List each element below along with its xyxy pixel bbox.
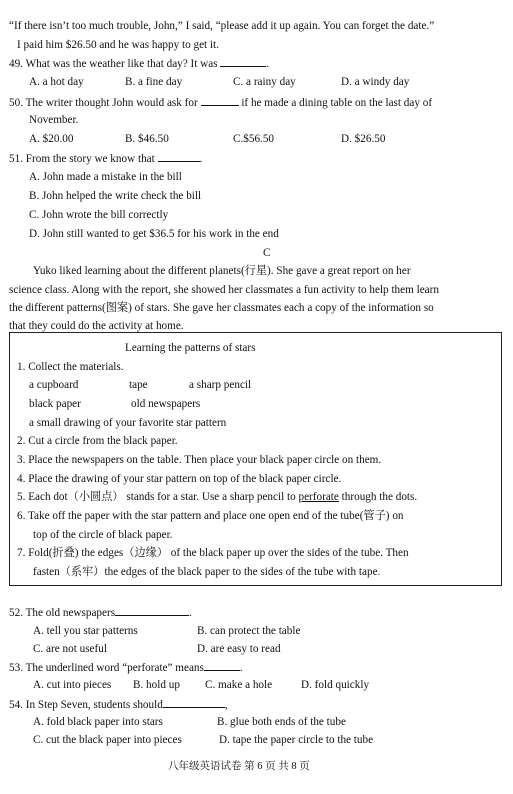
step-6: 6. Take off the paper with the star pattern and place one open end of the tube(管子) on — [17, 510, 404, 522]
answer-blank[interactable] — [201, 95, 239, 106]
question-50-option-c[interactable]: C.$56.50 — [233, 133, 275, 145]
material-pencil: a sharp pencil — [189, 379, 252, 391]
question-51-stem: 51. From the story we know that . — [9, 153, 203, 165]
question-53-option-c[interactable]: C. make a hole — [205, 679, 273, 691]
question-53-option-a[interactable]: A. cut into pieces — [33, 679, 112, 691]
question-50-option-a[interactable]: A. $20.00 — [29, 133, 74, 145]
answer-blank[interactable] — [115, 605, 189, 616]
question-49-stem: 49. What was the weather like that day? It was . — [9, 58, 270, 70]
question-51-option-d[interactable]: D. John still wanted to get $36.5 for his work in the end — [29, 228, 279, 240]
question-54-option-d[interactable]: D. tape the paper circle to the tube — [219, 734, 374, 746]
question-50-stem-cont: November. — [29, 114, 79, 126]
question-51-option-a[interactable]: A. John made a mistake in the bill — [29, 171, 182, 183]
answer-blank[interactable] — [158, 151, 200, 162]
material-cupboard: a cupboard — [29, 379, 79, 391]
passage-c-line: Yuko liked learning about the different planets(行星). She gave a great report on her — [33, 265, 411, 277]
step-6-cont: top of the circle of black paper. — [33, 529, 173, 541]
question-52-option-b[interactable]: B. can protect the table — [197, 625, 301, 637]
step-2: 2. Cut a circle from the black paper. — [17, 435, 178, 447]
question-53-option-d[interactable]: D. fold quickly — [301, 679, 370, 691]
passage-b-line: I paid him $26.50 and he was happy to get it. — [17, 39, 219, 51]
question-54-option-a[interactable]: A. fold black paper into stars — [33, 716, 163, 728]
question-54-option-c[interactable]: C. cut the black paper into pieces — [33, 734, 182, 746]
passage-b-line: “If there isn’t too much trouble, John,” I said, “please add it up again. You can forget the date.” — [9, 20, 435, 32]
passage-c-line: that they could do the activity at home. — [9, 320, 184, 332]
step-5: 5. Each dot（小圆点） stands for a star. Use a sharp pencil to perforate through the dots. — [17, 491, 418, 503]
instructions-title: Learning the patterns of stars — [125, 342, 256, 354]
step-4: 4. Place the drawing of your star pattern on top of the black paper circle. — [17, 473, 342, 485]
question-49-option-d[interactable]: D. a windy day — [341, 76, 410, 88]
page-footer: 八年级英语试卷 第 6 页 共 8 页 — [168, 761, 310, 772]
question-50-option-b[interactable]: B. $46.50 — [125, 133, 169, 145]
passage-c-line: science class. Along with the report, she showed her classmates a fun activity to help them learn — [9, 284, 439, 296]
material-newspapers: old newspapers — [131, 398, 201, 410]
passage-c-line: the different patterns(图案) of stars. She gave her classmates each a copy of the information so — [9, 302, 434, 314]
step-1: 1. Collect the materials. — [17, 361, 124, 373]
question-53-option-b[interactable]: B. hold up — [133, 679, 180, 691]
step-7: 7. Fold(折叠) the edges（边缘） of the black paper up over the sides of the tube. Then — [17, 547, 409, 559]
answer-blank[interactable] — [204, 660, 240, 671]
question-51-option-c[interactable]: C. John wrote the bill correctly — [29, 209, 169, 221]
step-7-cont: fasten（系牢）the edges of the black paper to the sides of the tube with tape. — [33, 566, 381, 578]
section-heading: C — [263, 247, 271, 259]
question-53-stem: 53. The underlined word “perforate” means . — [9, 662, 243, 674]
answer-blank[interactable] — [220, 56, 266, 67]
question-51-option-b[interactable]: B. John helped the write check the bill — [29, 190, 202, 202]
question-52-option-a[interactable]: A. tell you star patterns — [33, 625, 138, 637]
question-52-stem: 52. The old newspapers . — [9, 607, 192, 619]
question-54-option-b[interactable]: B. glue both ends of the tube — [217, 716, 346, 728]
question-49-option-c[interactable]: C. a rainy day — [233, 76, 296, 88]
question-54-stem: 54. In Step Seven, students should , — [9, 699, 228, 711]
question-50-stem: 50. The writer thought John would ask for if he made a dining table on the last day of — [9, 97, 433, 109]
material-tape: tape — [129, 379, 148, 391]
material-drawing: a small drawing of your favorite star pattern — [29, 417, 227, 429]
answer-blank[interactable] — [163, 697, 225, 708]
question-52-option-c[interactable]: C. are not useful — [33, 643, 107, 655]
material-black-paper: black paper — [29, 398, 81, 410]
question-49-option-b[interactable]: B. a fine day — [125, 76, 183, 88]
question-50-option-d[interactable]: D. $26.50 — [341, 133, 386, 145]
underlined-word: perforate — [298, 491, 339, 503]
step-3: 3. Place the newspapers on the table. Then place your black paper circle on them. — [17, 454, 382, 466]
question-52-option-d[interactable]: D. are easy to read — [197, 643, 281, 655]
question-49-option-a[interactable]: A. a hot day — [29, 76, 84, 88]
